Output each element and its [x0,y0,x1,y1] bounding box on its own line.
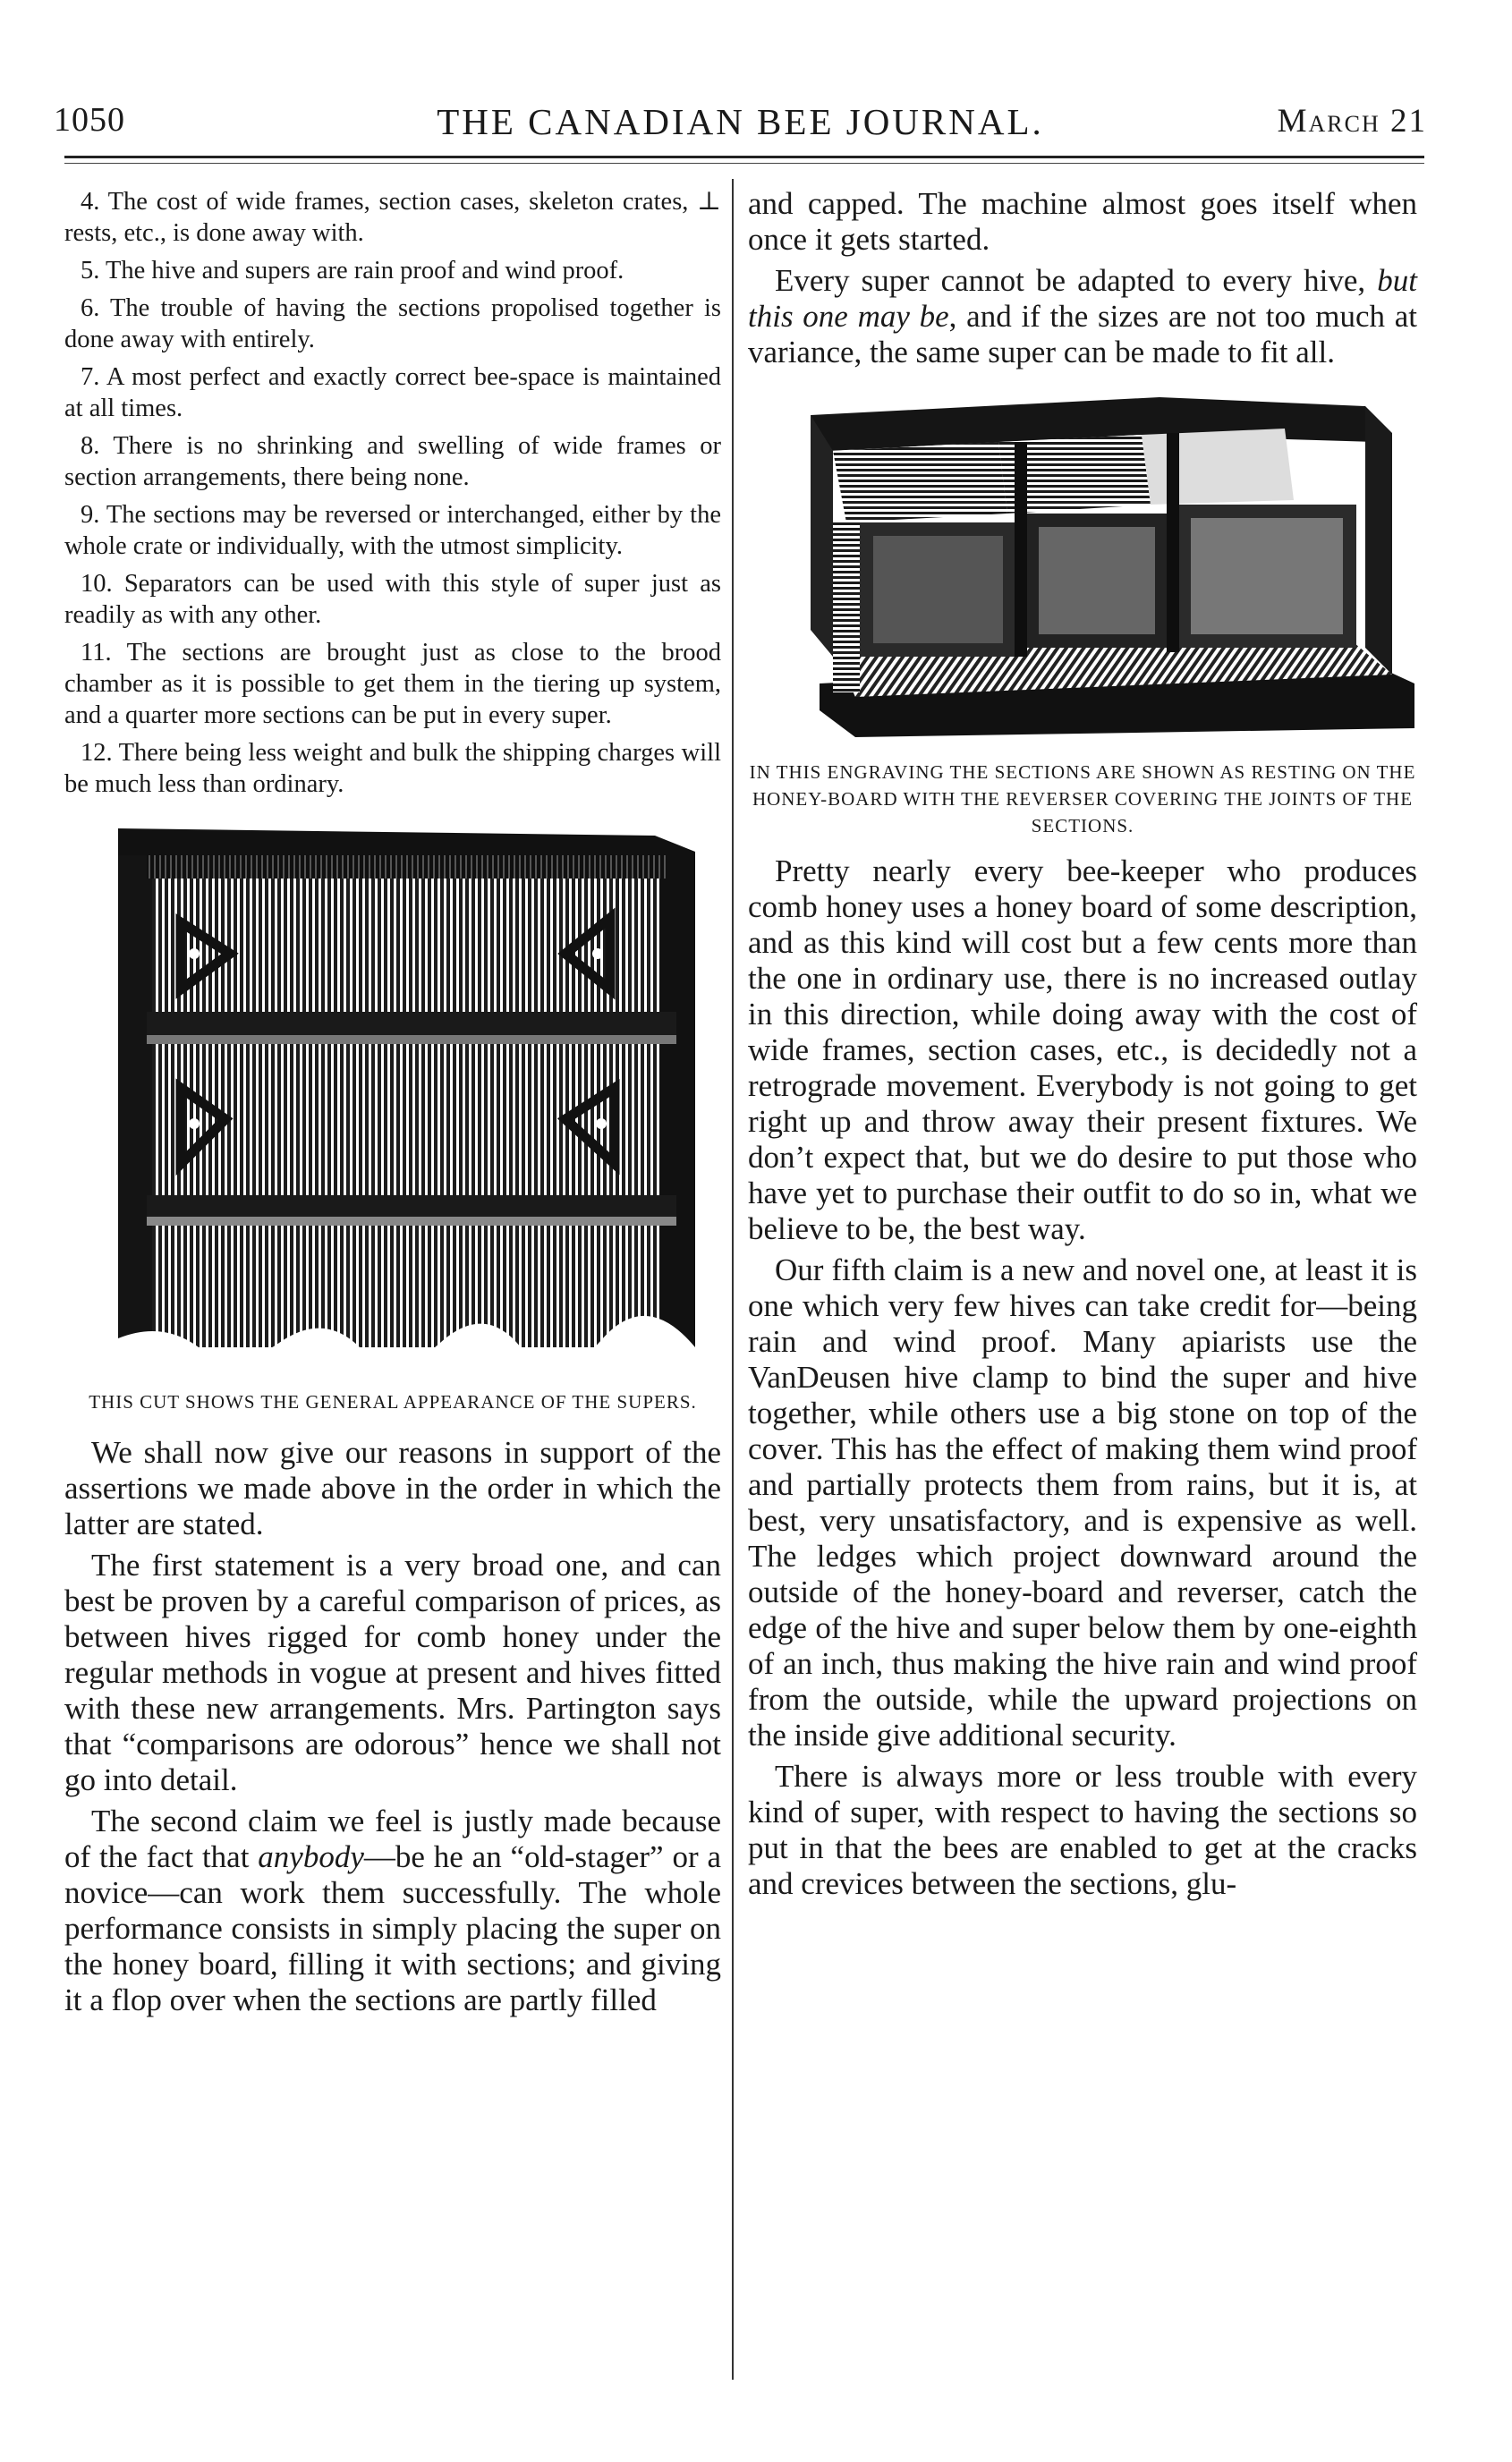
journal-title: THE CANADIAN BEE JOURNAL. [437,101,1044,142]
list-item-9: 9. The sections may be reversed or interchanged, either by the whole crate or individually, with the utmost simplicity. [64,501,721,560]
list-item-6: 6. The trouble of having the sections propolised together is done away with entirely. [64,294,721,353]
paragraph-first-statement: The first statement is a very broad one, and can best be proven by a careful comparison of prices, as between hives rigged for comb honey under the regular methods in vogue at present and hives fitted with these new arrangements. Mrs. Partington says that “comparisons are odorous” hence we shall not go into detail. [64,1548,721,1797]
page-header [54,100,1427,154]
every-super-italic: but this one may be [748,263,1417,334]
paragraph-continued: and capped. The machine almost goes itself when once it gets started. [748,186,1417,257]
paragraph-pretty-nearly: Pretty nearly every bee-keeper who produces comb honey uses a honey board of some description, and as this kind will cost but a few cents more than the one in ordinary use, there is no increased outlay in this direction, while doing away with the cost of wide frames, section cases, etc., is decidedly not a retrograde movement. Everybody is not going to get right up and throw away their present fixtures. We don’t expect that, but we do desire to put those who have yet to purchase their outfit to do so in, what we believe to be, the best way. [748,853,1417,1246]
second-claim-text-b: —be he an “old-stager” or a novice—can work them successfully. The whole performance consists in simply placing the super on the honey board, filling it with sections; and giving it a flop over when the sections are partly filled [64,1839,721,2017]
issue-date: March 21 [1277,103,1427,140]
every-super-text-b: , and if the sizes are not too much at variance, the same super can be made to fit all. [748,299,1417,369]
list-item-7: 7. A most perfect and exactly correct bee-space is maintained at all times. [64,363,721,422]
second-claim-text-a: The second claim we feel is justly made because of the fact that [64,1804,721,1874]
header-rule-thin [64,163,1424,164]
list-item-5: 5. The hive and supers are rain proof and wind proof. [81,257,624,284]
board-figure-caption: IN THIS ENGRAVING THE SECTIONS ARE SHOWN AS RESTING ON THE HONEY-BOARD WITH THE REVERSER COVERING THE JOINTS OF THE SECTIONS. [749,761,1416,836]
second-claim-italic: anybody [258,1839,364,1874]
column-separator [732,179,734,2380]
right-column [748,186,1417,1907]
every-super-text-a: Every super cannot be adapted to every hive, [775,263,1378,298]
crate-figure-caption: THIS CUT SHOWS THE GENERAL APPEARANCE OF THE SUPERS. [89,1391,697,1413]
paragraph-fifth-claim: Our fifth claim is a new and novel one, at least it is one which very few hives can take credit for—being rain and wind proof. Many apiarists use the VanDeusen hive clamp to bind the super and hive together, while others use a big stone on top of the cover. This has the effect of making them wind proof and partially protects them from rains, but it is, at best, very unsatisfactory, and is expensive as well. The ledges which project downward around the outside of the honey-board and reverser, catch the edge of the hive and super below them by one-eighth of an inch, thus making the hive rain and wind proof from the outside, while the upward projections on the inside give additional security. [748,1252,1417,1753]
left-column [64,186,721,2024]
header-rule-thick [64,156,1424,158]
page-number: 1050 [54,101,125,139]
paragraph-second-claim [64,1804,721,2018]
list-item-10: 10. Separators can be used with this style of super just as readily as with any other. [64,570,721,629]
list-item-8: 8. There is no shrinking and swelling of wide frames or section arrangements, there being none. [64,432,721,491]
paragraph-every-super [748,263,1417,370]
honey-board-engraving [748,388,1417,746]
paragraph-reasons: We shall now give our reasons in support of the assertions we made above in the order in which the latter are stated. [64,1435,721,1541]
list-item-4: 4. The cost of wide frames, section cases, skeleton crates, ⊥ rests, etc., is done away with. [64,188,721,247]
super-crate-engraving [64,819,721,1374]
list-item-12: 12. There being less weight and bulk the shipping charges will be much less than ordinary. [64,739,721,798]
list-item-11: 11. The sections are brought just as close to the brood chamber as it is possible to get them in the tiering up system, and a quarter more sections can be put in every super. [64,639,721,729]
paragraph-trouble: There is always more or less trouble with every kind of super, with respect to having the sections so put in that the bees are enabled to get at the cracks and crevices between the sections, glu- [748,1759,1417,1901]
